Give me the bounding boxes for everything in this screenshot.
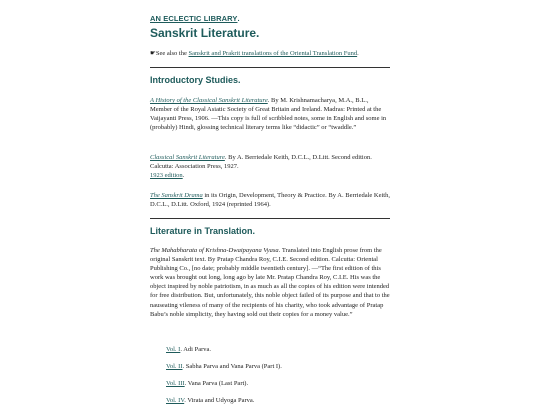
volume-item <box>166 379 248 388</box>
entry-text: . By A. Berriedale Keith, D.C.L., D.Litt. Second edition. Calcutta: Association Press, 1927. <box>150 154 372 171</box>
bibliography-entry <box>150 191 390 209</box>
section-divider <box>150 218 390 219</box>
entry-text: in its Origin, Development, Theory & Practice. By A. Berriedale Keith, D.C.L., D.Litt. Oxford, 1924 (reprinted 1964). <box>150 192 390 209</box>
volume-desc: . Sabha Parva and Vana Parva (Part I). <box>182 363 282 370</box>
volume-desc: . Adi Parva. <box>180 346 212 353</box>
site-dot: . <box>237 14 240 23</box>
site-home-link[interactable]: AN ECLECTIC LIBRARY <box>150 14 238 23</box>
volume-link[interactable]: Vol. IV <box>166 397 185 404</box>
volume-item <box>166 362 282 371</box>
oriental-translation-fund-link[interactable]: Sanskrit and Prakrit translations of the Oriental Translation Fund <box>188 50 358 57</box>
bibliography-entry <box>150 246 390 319</box>
volume-link[interactable]: Vol. III <box>166 380 185 387</box>
volume-link[interactable]: Vol. II <box>166 363 183 370</box>
entry-text: . Translated into English prose from the original Sanskrit text. By Pratap Chandra Roy, C.I.E. Second edition. Calcutta: Oriental Publishing Co., [no date; probably middle twentieth century]. —“The first edition of this work was brought out long, long ago by late Mr. Pratap Chandra Roy, C.I.E. His was the object inspired by noble patriotism, in as much as all the copies of his edition were intended for free distribution. But, unfortunately, this noble object failed of its purpose and that to the nauseating vileness of many of the recipients of his charity, who took advantage of Pratap Babu’s noble simplicity, they having sold out their copies for a money value.” <box>150 247 390 318</box>
see-also-prefix: See also the <box>155 50 189 57</box>
page-title: Sanskrit Literature. <box>150 26 260 40</box>
entry-title-link[interactable]: A History of the Classical Sanskrit Literature <box>150 97 268 104</box>
entry-title: The Mahabharata of Krishna-Dwaipayana Vyasa <box>150 247 279 254</box>
volume-item <box>166 345 211 354</box>
section-divider <box>150 67 390 68</box>
bibliography-entry <box>150 153 390 180</box>
volume-desc: . Vana Parva (Last Part). <box>184 380 249 387</box>
volume-link[interactable]: Vol. I <box>166 346 181 353</box>
bibliography-entry <box>150 96 390 132</box>
edition-link[interactable]: 1923 edition <box>150 172 183 180</box>
translation-heading: Literature in Translation. <box>150 226 256 236</box>
entry-text: . By M. Krishnamacharya, M.A., B.L., Member of the Royal Asiatic Society of Great Britain and Ireland. Madras: Printed at the Vaijayanti Press, 1906. —This copy is full of scribbled notes, some in English and some in (probably) Hindi, glossing technical literary terms like “didactic” or “twaddle.” <box>150 97 387 132</box>
entry-title-link[interactable]: Classical Sanskrit Literature <box>150 154 225 161</box>
entry-title-link[interactable]: The Sanskrit Drama <box>150 192 203 199</box>
introductory-heading: Introductory Studies. <box>150 75 241 85</box>
volume-desc: . Virata and Udyoga Parva. <box>184 397 255 404</box>
volume-item <box>166 396 254 405</box>
site-header <box>150 8 240 26</box>
pointing-hand-icon: ☛ <box>150 50 156 57</box>
edition-suffix: . <box>182 172 185 180</box>
see-also-suffix: . <box>357 50 359 57</box>
see-also-note <box>150 49 400 58</box>
